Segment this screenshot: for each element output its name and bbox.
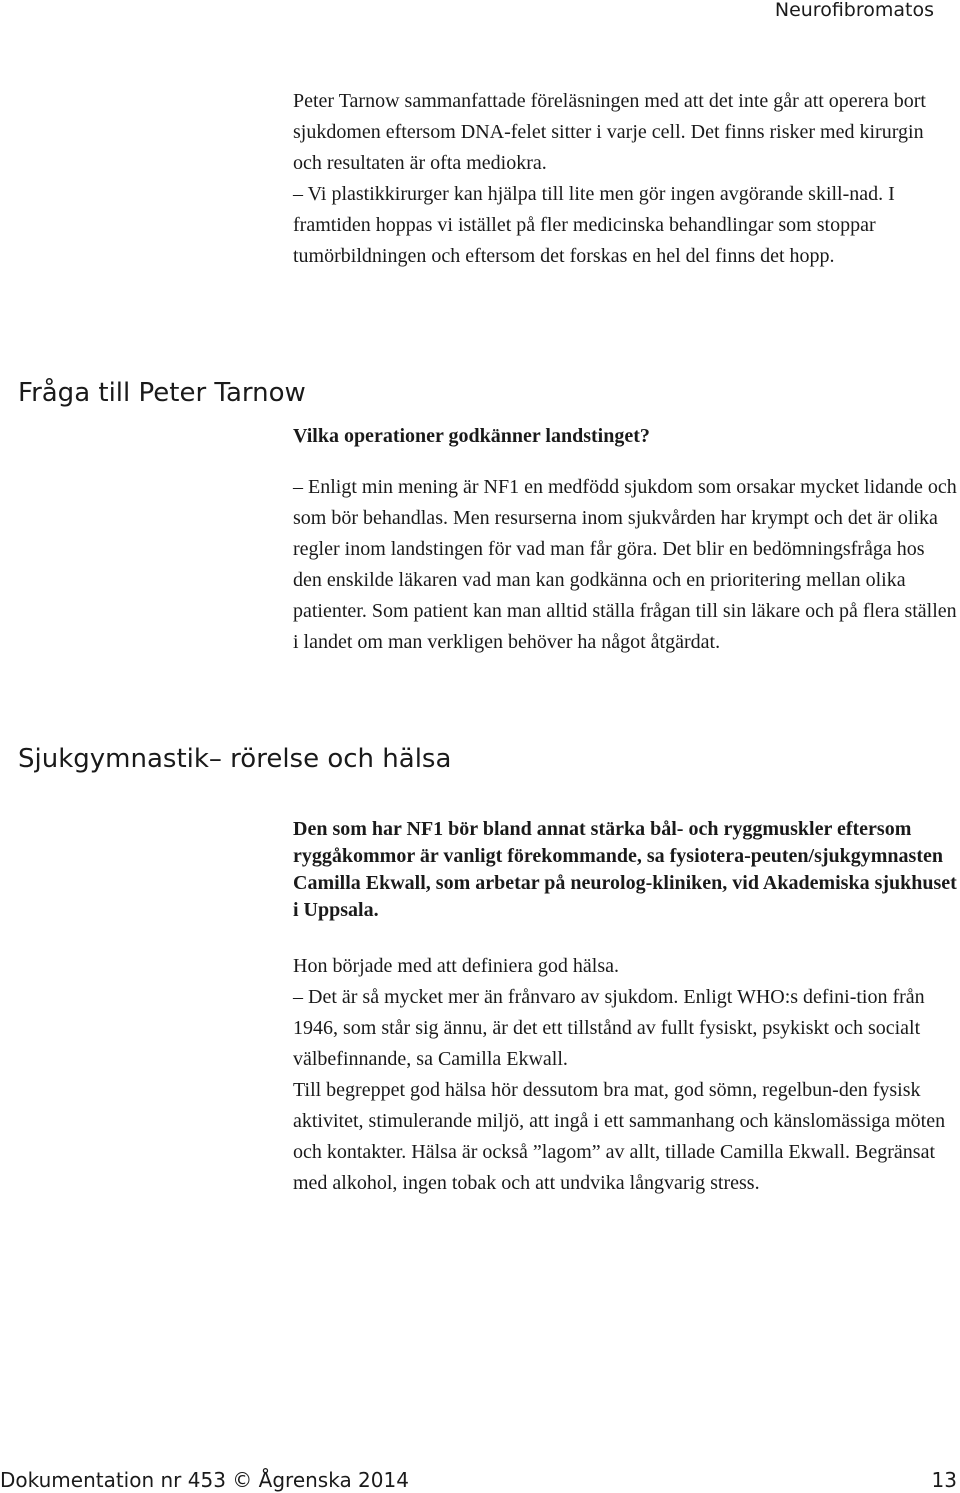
answer-paragraph [293,472,957,658]
physiotherapy-text: Hon började med att definiera god hälsa. – Det är så mycket mer än frånvaro av sjukdom. Enligt WHO:s defini-tion från 1946, som står sig ännu, är det ett tillstånd av fullt fysiskt, psykiskt och socialt välbefinnande, sa Camilla Ekwall. Till begreppet god hälsa hör dessutom bra mat, god sömn, regelbun-den fysisk aktivitet, stimulerande miljö, att ingå i ett sammanhang och känslomässiga möten och kontakter. Hälsa är också ”lagom” av allt, tillade Camilla Ekwall. Begränsat med alkohol, ingen tobak och att undvika långvarig stress. [293,955,946,1194]
section-heading-question: Fråga till Peter Tarnow [18,378,306,408]
intro-text: Peter Tarnow sammanfattade föreläsningen med att det inte går att operera bort sjukdomen eftersom DNA-felet sitter i varje cell. Det finns risker med kirurgin och resultaten är ofta mediokra. – Vi plastikkirurger kan hjälpa till lite men gör ingen avgörande skill-nad. I framtiden hoppas vi istället på fler medicinska behandlingar som stoppar tumörbildningen och eftersom det forskas en hel del finns det hopp. [293,90,926,267]
section-heading-physiotherapy: Sjukgymnastik– rörelse och hälsa [18,744,452,774]
physiotherapy-body [293,951,957,1199]
page-number: 13 [931,1468,957,1492]
question-text: Vilka operationer godkänner landstinget? [293,425,650,447]
lead-paragraph: Den som har NF1 bör bland annat stärka bål- och ryggmuskler eftersom ryggåkommor är vanligt förekommande, sa fysiotera-peuten/sjukgymnasten Camilla Ekwall, som arbetar på neurolog-kliniken, vid Akademiska sjukhuset i Uppsala. [293,818,957,921]
footer-publication: Dokumentation nr 453 © Ågrenska 2014 [0,1468,409,1492]
intro-paragraph [293,86,957,272]
answer-text: – Enligt min mening är NF1 en medfödd sjukdom som orsakar mycket lidande och som bör behandlas. Men resurserna inom sjukvården har krympt och det är olika regler inom landstingen för vad man får göra. Det blir en bedömningsfråga hos den enskilde läkaren vad man kan godkänna och en prioritering mellan olika patienter. Som patient kan man alltid ställa frågan till sin läkare och på flera ställen i landet om man verkligen behöver ha något åtgärdat. [293,476,957,653]
running-header: Neurofibromatos [774,0,934,21]
